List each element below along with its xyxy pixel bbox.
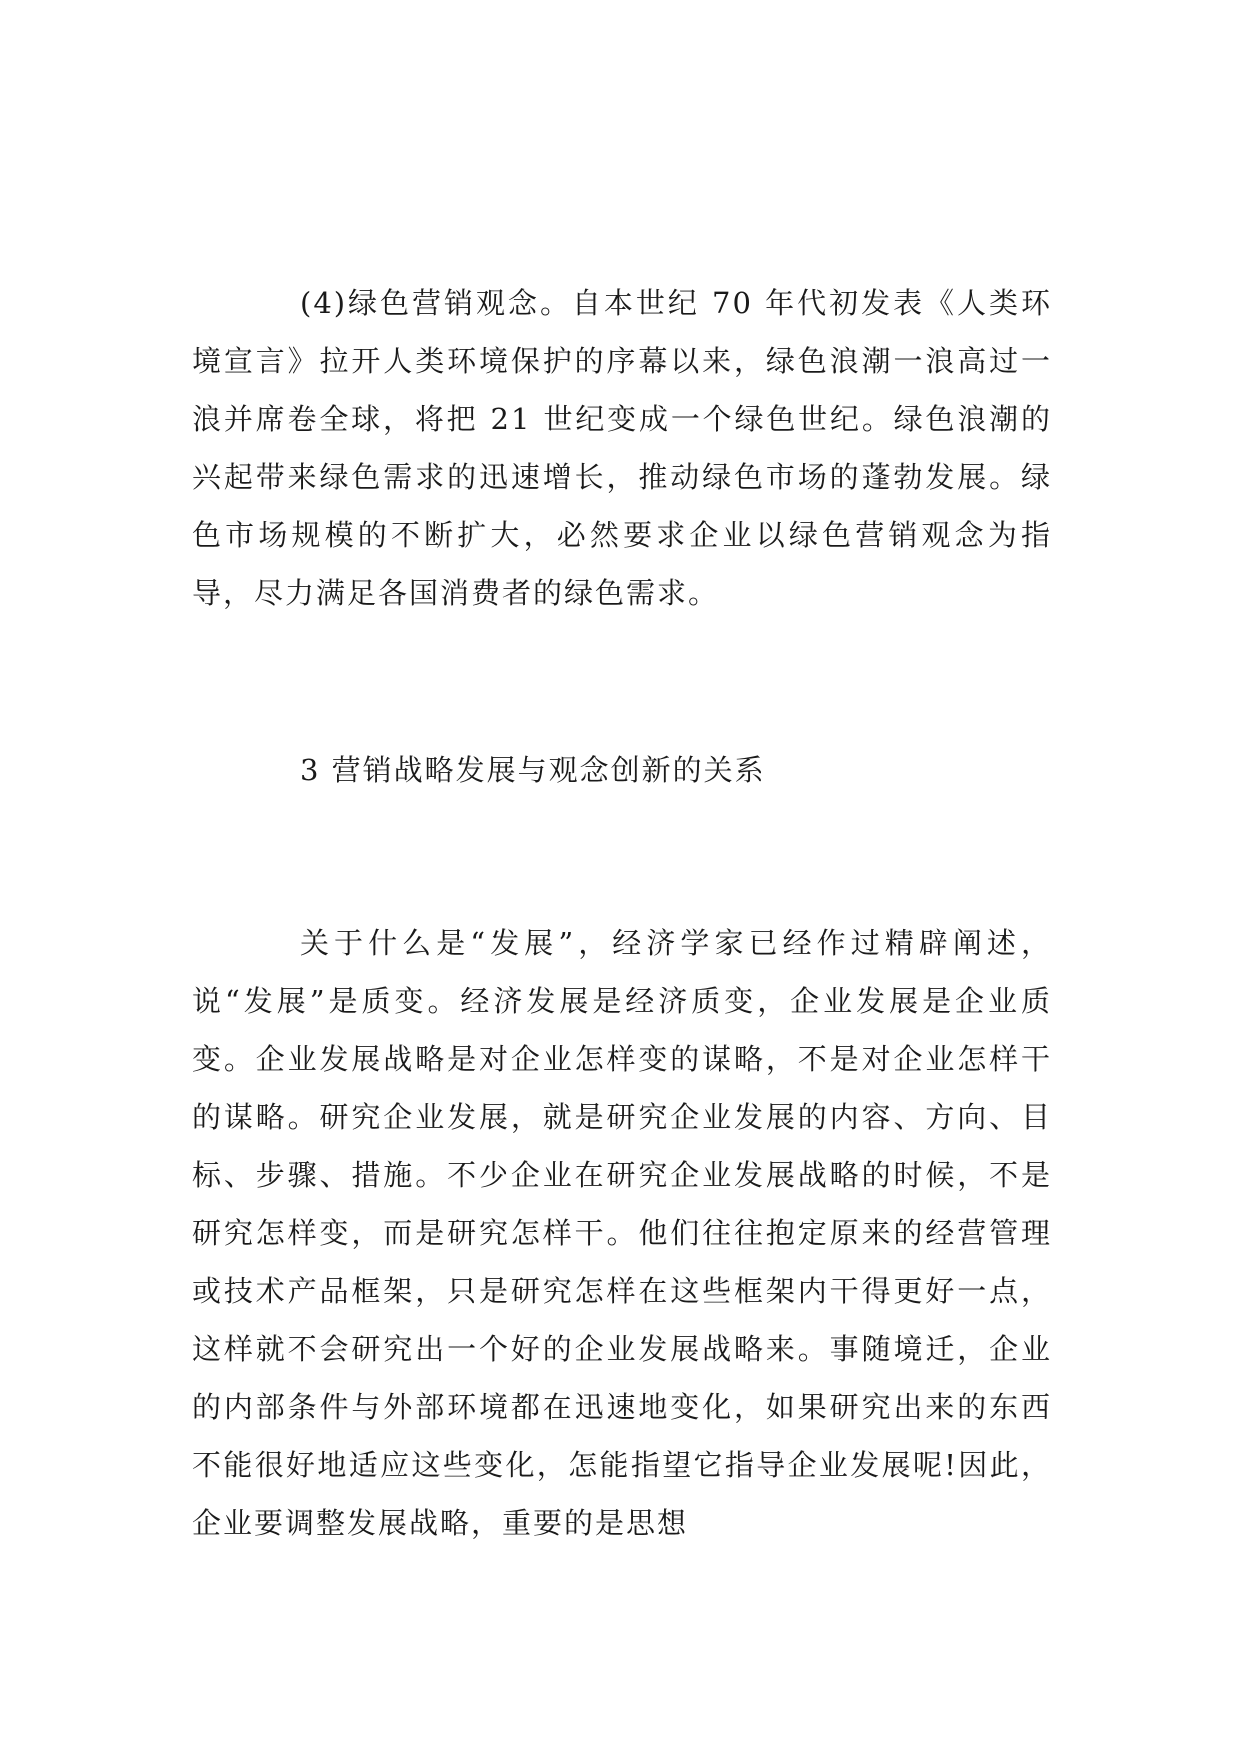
paragraph-green-marketing: (4)绿色营销观念。自本世纪 70 年代初发表《人类环境宣言》拉开人类环境保护的序幕以来，绿色浪潮一浪高过一浪并席卷全球，将把 21 世纪变成一个绿色世纪。绿色浪潮的兴起带来绿色需求的迅速增长，推动绿色市场的蓬勃发展。绿色市场规模的不断扩大，必然要求企业以绿色营销观念为指导，尽力满足各国消费者的绿色需求。 xyxy=(192,286,1052,610)
paragraph-development-strategy: 关于什么是“发展”，经济学家已经作过精辟阐述，说“发展”是质变。经济发展是经济质变，企业发展是企业质变。企业发展战略是对企业怎样变的谋略，不是对企业怎样干的谋略。研究企业发展，就是研究企业发展的内容、方向、目标、步骤、措施。不少企业在研究企业发展战略的时候，不是研究怎样变，而是研究怎样干。他们往往抱定原来的经营管理或技术产品框架，只是研究怎样在这些框架内干得更好一点，这样就不会研究出一个好的企业发展战略来。事随境迁，企业的内部条件与外部环境都在迅速地变化，如果研究出来的东西不能很好地适应这些变化，怎能指望它指导企业发展呢!因此，企业要调整发展战略，重要的是思想 xyxy=(192,926,1052,1540)
section-heading: 3 营销战略发展与观念创新的关系 xyxy=(300,753,766,787)
